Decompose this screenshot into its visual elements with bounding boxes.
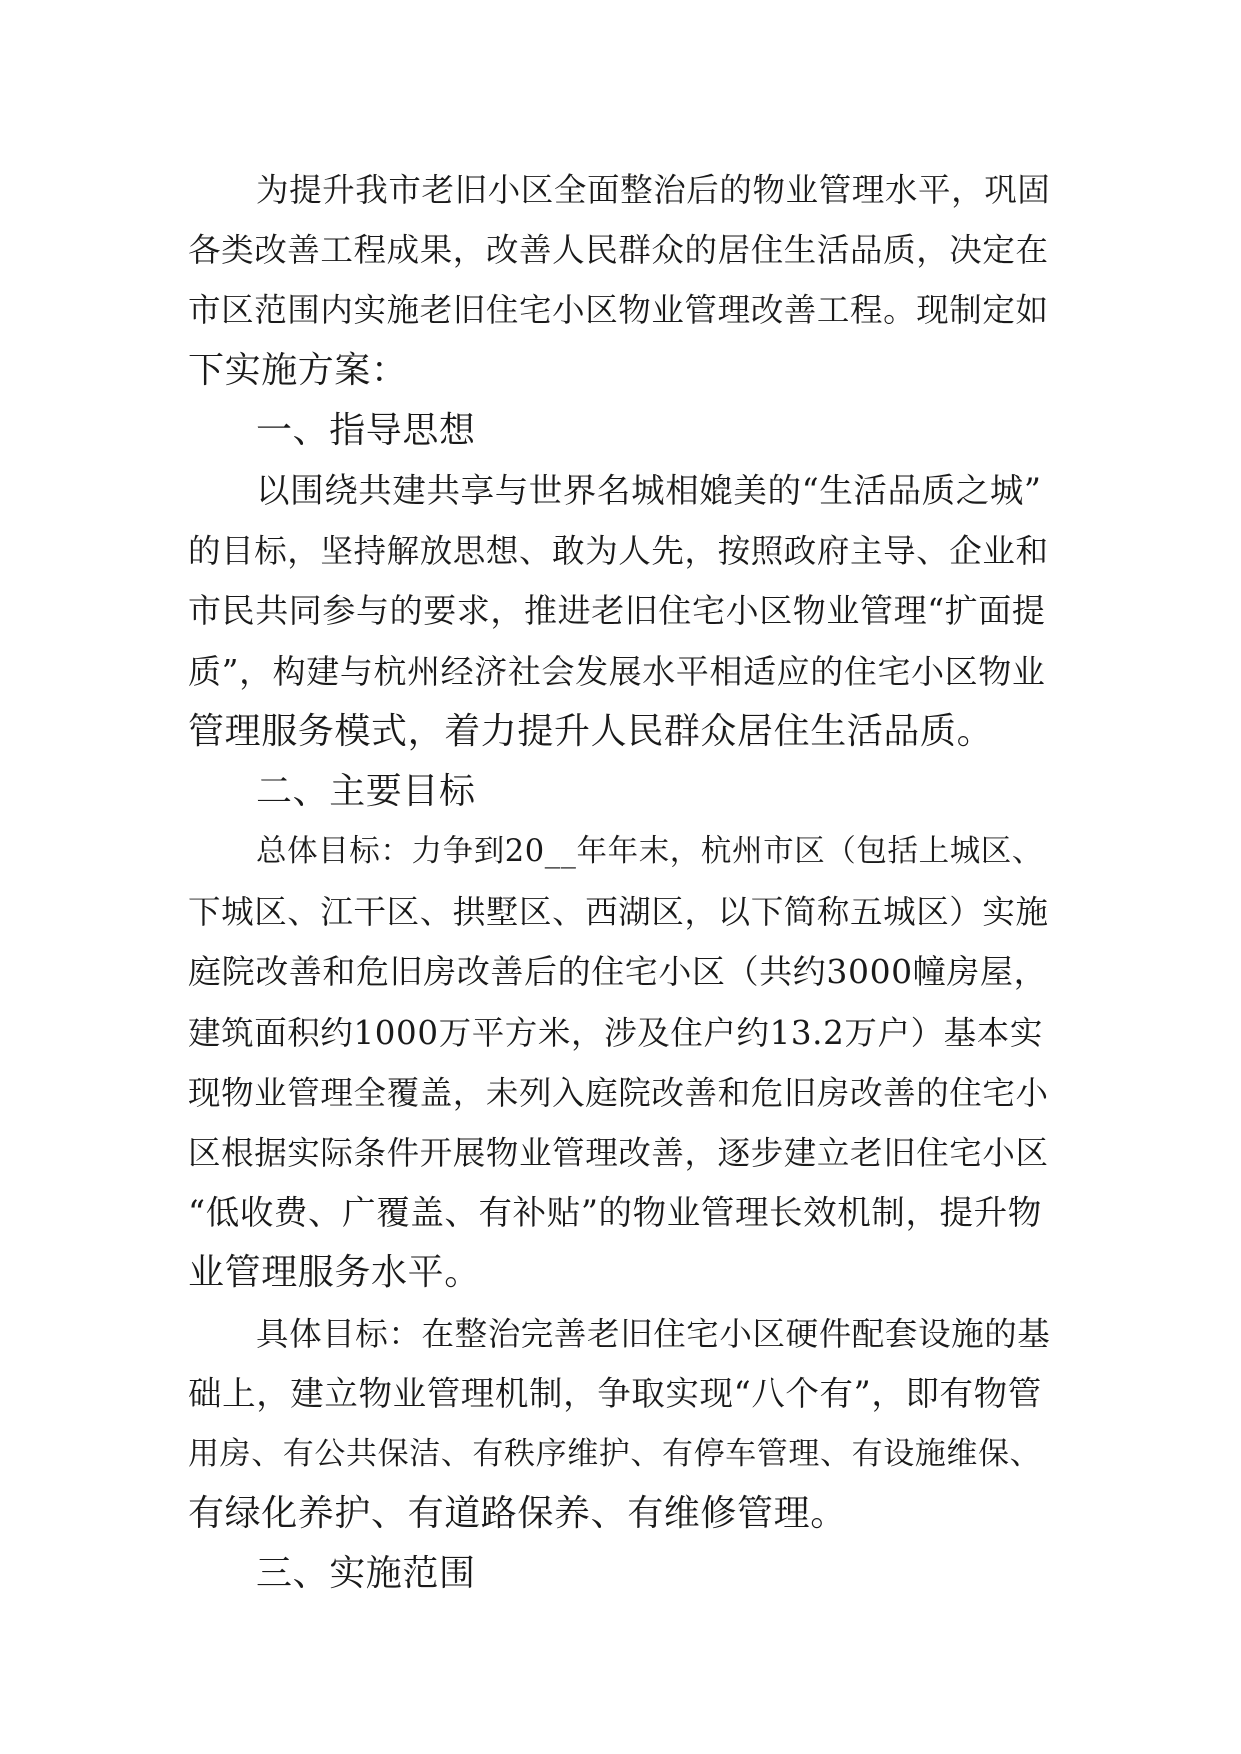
text-line: 二、主要目标 — [256, 770, 476, 812]
text-line: 区根据实际条件开展物业管理改善，逐步建立老旧住宅小区 — [188, 1134, 1049, 1172]
text-line: 下城区、江干区、拱墅区、西湖区，以下简称五城区）实施 — [188, 893, 1049, 932]
text-line: 为提升我市老旧小区全面整治后的物业管理水平，巩固 — [256, 171, 1051, 209]
text-line: 业管理服务水平。 — [188, 1252, 481, 1294]
text-line: 庭院改善和危旧房改善后的住宅小区（共约3000幢房屋， — [188, 952, 1048, 992]
text-line: 用房、有公共保洁、有秩序维护、有停车管理、有设施维保、 — [188, 1435, 1042, 1472]
text-line: 以围绕共建共享与世界名城相媲美的“生活品质之城” — [256, 470, 1042, 510]
text-line: 下实施方案： — [188, 349, 408, 391]
document-body — [188, 160, 1050, 1605]
text-line: 现物业管理全覆盖，未列入庭院改善和危旧房改善的住宅小 — [188, 1073, 1049, 1112]
text-line: 总体目标：力争到20__年年末，杭州市区（包括上城区、 — [256, 834, 1044, 870]
text-line: 管理服务模式，着力提升人民群众居住生活品质。 — [188, 710, 994, 752]
text-line: 的目标，坚持解放思想、敢为人先，按照政府主导、企业和 — [188, 532, 1049, 571]
text-line: 建筑面积约1000万平方米，涉及住户约13.2万户）基本实 — [188, 1013, 1043, 1052]
text-line: 各类改善工程成果，改善人民群众的居住生活品质，决定在 — [188, 231, 1049, 270]
text-line: 市区范围内实施老旧住宅小区物业管理改善工程。现制定如 — [188, 291, 1049, 330]
text-line: 市民共同参与的要求，推进老旧住宅小区物业管理“扩面提 — [188, 591, 1046, 631]
text-line: 一、指导思想 — [256, 409, 476, 451]
text-line: 具体目标：在整治完善老旧住宅小区硬件配套设施的基 — [256, 1314, 1051, 1353]
text-line: 有绿化养护、有道路保养、有维修管理。 — [188, 1493, 847, 1535]
text-line: “低收费、广覆盖、有补贴”的物业管理长效机制，提升物 — [188, 1193, 1042, 1233]
text-line: 三、实施范围 — [256, 1553, 476, 1595]
text-line: 质”，构建与杭州经济社会发展水平相适应的住宅小区物业 — [188, 651, 1046, 691]
text-line: 础上，建立物业管理机制，争取实现“八个有”，即有物管 — [188, 1373, 1042, 1413]
